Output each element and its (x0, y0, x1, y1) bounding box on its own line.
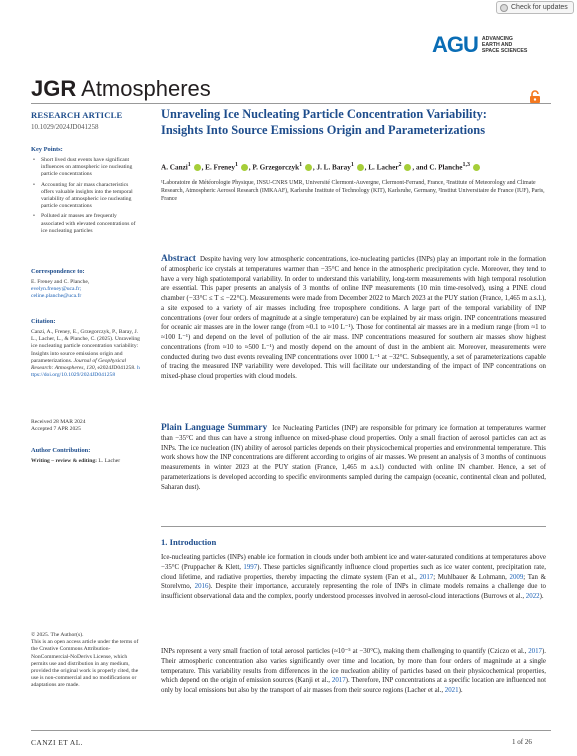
check-updates-icon (500, 4, 508, 12)
copyright-line: © 2025. The Author(s). (31, 632, 84, 638)
citation-heading: Citation: (31, 318, 56, 325)
intro-text: ; Tan & Storelvmo, (161, 573, 546, 591)
correspondence-heading: Correspondence to: (31, 268, 85, 275)
key-point-item: • Accounting for air mass characteristics offers valuable insights into the temporal variability of atmospheric ice nucleating particle concentrations (31, 182, 139, 211)
citation-link[interactable]: 2016 (194, 583, 209, 591)
open-access-lock-icon (528, 90, 542, 104)
intro-text: ). (539, 593, 544, 600)
author-affiliation-mark: 1 (350, 162, 354, 168)
citation-link[interactable]: 2017 (419, 573, 434, 581)
author-affiliation-mark: 1 (234, 162, 238, 168)
author-name: and C. Planche (415, 163, 463, 172)
agu-logo (432, 30, 552, 60)
citation-link[interactable]: 2017 (331, 677, 346, 685)
agu-logo-mark: AGU (432, 32, 478, 57)
journal-name-bold: JGR (31, 76, 77, 101)
introduction-heading: 1. Introduction (161, 537, 217, 547)
pls-heading: Plain Language Summary (161, 423, 268, 433)
contribution-heading: Author Contribution: (31, 447, 91, 454)
orcid-icon[interactable] (473, 164, 480, 171)
orcid-icon[interactable] (305, 164, 312, 171)
article-doi: 10.1029/2024JD041258 (31, 123, 99, 131)
citation-id: e2024JD041258. (97, 365, 136, 372)
paper-title: Unraveling Ice Nucleating Particle Concentration Variability: Insights Into Source Emissions Origin and Parameterizations (161, 107, 487, 137)
orcid-icon[interactable] (357, 164, 364, 171)
license-text: This is an open access article under the terms of the Creative Commons Attribution-NonCommercial-NoDerivs License, which permits use and distribution in any medium, provided the original work is properly cited, the use is non-commercial and no modifications or adaptations are made. (31, 639, 139, 689)
author-name: A. Canzi (161, 163, 188, 172)
affiliations: ¹Laboratoire de Météorologie Physique, INSU-CNRS UMR, Université Clermont-Auvergne, Clermont-Ferrand, France, ²Institute of Meteorology and Climate Research, Atmospheric Aerosol Research (IMKAAF), Karlsruhe Institute of Technology (KIT), Karlsruhe, Germany, ³Institut Universitaire de France (IUF), Paris, France (161, 180, 545, 202)
article-type: RESEARCH ARTICLE (31, 110, 123, 120)
orcid-icon[interactable] (404, 164, 411, 171)
key-point-item: • Short lived dust events have significant influences on atmospheric ice nucleating particle concentrations (31, 157, 139, 179)
footer-rule (31, 730, 551, 731)
agu-logo-text (482, 36, 527, 54)
author-affiliation-mark: 1,3 (462, 162, 470, 168)
orcid-icon[interactable] (241, 164, 248, 171)
journal-title (31, 76, 211, 102)
intro-text: ). Despite their importance, accurately representing the role of INPs in climate models remains a challenge due to insufficient observational data and the complex, poorly understood processes involved in aerosol-cloud interactions (Burrows et al., (161, 583, 547, 600)
author-name: P. Grzegorczyk (252, 163, 300, 172)
intro-text: ). These particles significantly influence cloud properties such as ice water content, precipitation rate, cloud lifetime, and radiative properties, thereby impacting the climate system (Fan et al., (161, 563, 546, 581)
citation-block (31, 329, 141, 379)
journal-name-rest: Atmospheres (76, 76, 211, 101)
author-name: L. Lacher (368, 163, 399, 172)
author-name: J. L. Baray (316, 163, 351, 172)
citation-journal: Journal of Geophysical Research: Atmospheres, 130, (31, 357, 127, 372)
contribution-text (31, 458, 149, 465)
contribution-role: Writing – review & editing: (31, 458, 97, 464)
citation-link[interactable]: 2021 (444, 687, 459, 694)
author-affiliation-mark: 2 (398, 162, 402, 168)
agu-text-line: ADVANCING (481, 36, 513, 42)
citation-link[interactable]: 2022 (525, 593, 540, 600)
correspondence-email-link[interactable]: evelyn.freney@uca.fr; (31, 286, 82, 293)
key-points-heading: Key Points: (31, 146, 63, 153)
correspondence-block (31, 279, 139, 301)
agu-text-line: EARTH AND (481, 42, 513, 48)
abstract-heading: Abstract (161, 254, 196, 264)
plain-language-summary-section (161, 424, 546, 492)
citation-link[interactable]: 2009 (509, 573, 524, 581)
intro-paragraph (161, 553, 546, 602)
intro-text: ). (458, 687, 463, 694)
pls-text: Ice Nucleating Particles (INP) are responsible for primary ice formation at temperatures warmer than −35°C and thus can have a strong influence on mixed-phase cloud properties. Only a small fraction of aerosol particles can act as INPs. The ice nucleation (IN) ability of aerosol particles depends on their physicochemical properties and environmental temperature. This work shows how the INP concentrations are different according to origins of air masses. We present an analysis of 3 months of continuous measurements in winter 2023 at the PUY station (France, 1,465 m a.s.l) conducted with online IN chamber. Hence, a set of parameterizations is developed according to specific environments sampled during the campaign (oceanic, continental clean and polluted, Saharan dust). (161, 425, 546, 491)
contribution-name: L. Lacher (96, 458, 121, 464)
author-list: A. Canzi$^1$ , E. Freney$^1$ , P. Grzegorczyk$^1$ , J. L. Baray$^1$ , L. Lacher$^2$ , and C. Planche$^{1,3}$ (161, 162, 546, 171)
correspondence-names: E. Freney and C. Planche, (31, 279, 90, 285)
intro-text: INPs represent a very small fraction of total aerosol particles (≈10⁻⁵ at −30°C), making them challenging to quantify (Cziczo et al., (161, 648, 529, 655)
citation-text: Canzi, A., Freney, E., Grzegorczyk, P., Baray, J. L., Lacher, L., & Planche, C. (2025). Unraveling ice nucleating particle concentration variability: Insights into source emissions origin and parameterizations. (31, 329, 140, 364)
author-affiliation-mark: 1 (299, 162, 303, 168)
agu-text-line: SPACE SCIENCES (481, 48, 528, 54)
author-affiliation-mark: 1 (187, 162, 191, 168)
abstract-text: Despite having very low atmospheric concentrations, ice-nucleating particles (INPs) play an important role in the formation of atmospheric ice crystals at temperatures warmer than −35°C and hence in the atmospheric precipitation cycle. Moreover, they tend to have a very high spatiotemporal variability. In order to understand this variability, long-term measurements with high temporal resolution are essential. This paper presents an analysis of 3 months of online INP measurements (10 min time-resolved), using a PINE cloud chamber (−33°C ≤ T ≤ −22°C). Measurements were made from December 2022 to March 2023 at the PUY station (France, 1,465 m a.s.l.), a site exposed to a variety of air masses including free troposphere conditions. A large part of the temporal variability of INP concentrations (over four orders of magnitude at a single temperature) can be explained by air mass origin. INP concentrations measured for oceanic air masses are in the lower range (from ≈0.1 to ≈10 L⁻¹). Those for continental air masses are in a medium range (from ≈1 to ≈100 L⁻¹) and depend on the level of pollution of the air mass. INP concentrations measured for southern air masses show highest concentrations (from ≈10 to ≈500 L⁻¹) and mostly depend on the amount of dust in the ambient air. Moreover, measurements were conducted during two dust events revealing INP concentrations over 1000 L⁻¹ at −32°C. Subsequently, a set of parameterizations capable of tracing the measured INP variability were developed. This will facilitate our understanding of the impact of INP concentrations on mixed-phase cloud properties with cloud models. (161, 256, 546, 380)
received-date: Received 28 MAR 2024 (31, 419, 86, 425)
footer-page-number: 1 of 26 (512, 738, 532, 746)
accepted-date: Accepted 7 APR 2025 (31, 426, 81, 433)
key-point-item: • Polluted air masses are frequently associated with elevated concentrations of ice nucleating particles (31, 213, 139, 235)
check-for-updates-button[interactable] (496, 1, 574, 14)
article-dates (31, 419, 141, 433)
citation-link[interactable]: 2017 (528, 648, 542, 655)
section-rule (161, 526, 546, 527)
intro-text: Ice-nucleating particles (INPs) enable ice formation in clouds under both ambient ice and water-saturated conditions at temperatures above −35°C (Pruppacher & Klett, (161, 554, 546, 571)
intro-paragraph (161, 647, 546, 696)
correspondence-email-link[interactable]: celine.planche@uca.fr (31, 293, 82, 300)
copyright-block (31, 632, 141, 690)
intro-text: ). Therefore, INP concentrations at a specific location are influenced not only by local emissions but also by the transport of air masses from their source regions (Lacher et al., (161, 677, 547, 694)
citation-link[interactable]: 1997 (243, 563, 258, 571)
intro-text: ; Muhlbauer & Lohmann, (433, 573, 510, 581)
author-name: E. Freney (205, 163, 235, 172)
check-updates-label: Check for updates (511, 4, 568, 11)
header-rule (31, 103, 551, 104)
footer-running-head: CANZI ET AL. (31, 738, 83, 747)
abstract-section (161, 255, 546, 382)
orcid-icon[interactable] (194, 164, 201, 171)
citation-doi-link[interactable]: https://doi.org/10.1029/2024JD041258 (31, 365, 140, 379)
intro-text: ). Their atmospheric concentration also varies significantly over time and location, by more than four orders of magnitude at a single temperature. This variability results from differences in the ice nucleation ability of particles based on their physicochemical properties, which depend on the origin of emission sources (Kanji et al., (161, 648, 546, 685)
key-points-list (31, 157, 139, 238)
